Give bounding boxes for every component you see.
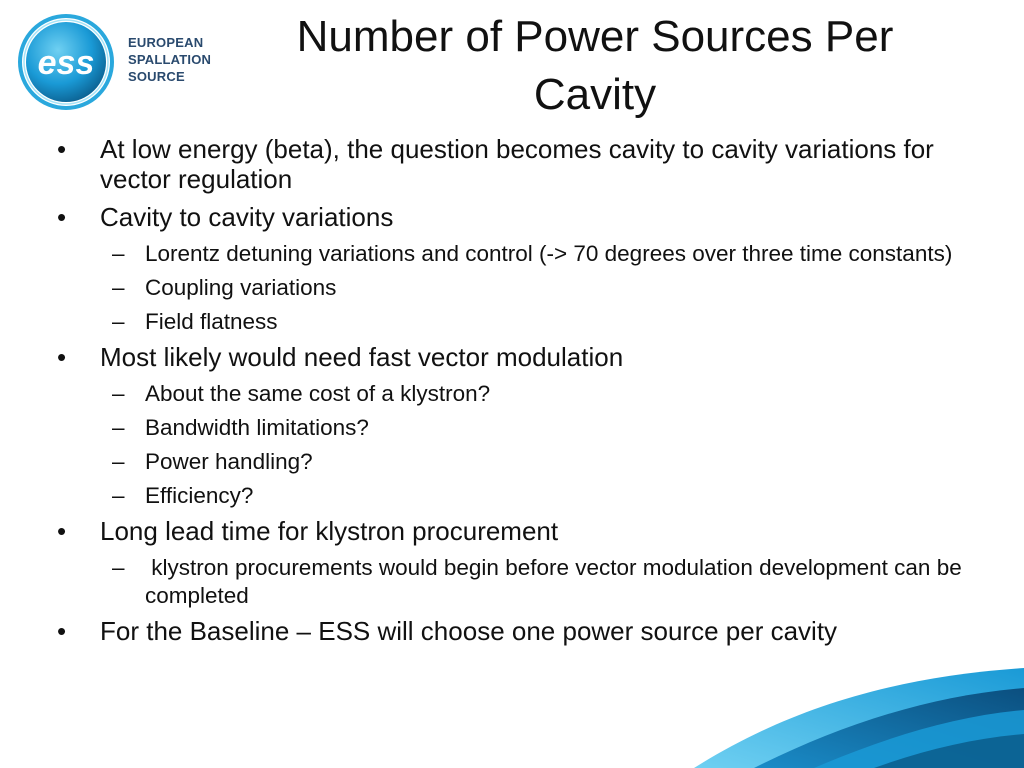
slide-title: Number of Power Sources Per Cavity: [296, 12, 894, 119]
bullet-item: [55, 616, 975, 646]
sub-bullet-text: Efficiency?: [145, 483, 254, 508]
ess-logo-mark: ess: [37, 44, 95, 82]
dash-icon: –: [112, 241, 125, 266]
bullet-text: Cavity to cavity variations: [100, 202, 394, 232]
sub-bullet-text: About the same cost of a klystron?: [145, 381, 491, 406]
sub-bullet-text: Bandwidth limitations?: [145, 415, 369, 440]
logo-line-3: SOURCE: [128, 69, 185, 84]
dash-icon: –: [112, 483, 125, 508]
bullet-item: [55, 516, 975, 546]
sub-bullet-item: [55, 380, 975, 408]
sub-bullet-text: Field flatness: [145, 309, 278, 334]
sub-bullet-text: Lorentz detuning variations and control (-> 70 degrees over three time constants): [145, 241, 953, 266]
bullet-text: At low energy (beta), the question becomes cavity to cavity variations for vector regulation: [100, 134, 934, 194]
sub-bullet-text: Power handling?: [145, 449, 313, 474]
slide-body: [55, 134, 975, 654]
dash-icon: –: [112, 555, 125, 580]
dash-icon: –: [112, 449, 125, 474]
bullet-icon: •: [57, 202, 67, 232]
sub-bullet-item: [55, 554, 975, 610]
ess-logo: [16, 10, 226, 116]
sub-bullet-item: [55, 308, 975, 336]
bullet-icon: •: [57, 616, 67, 646]
sub-bullet-text: klystron procurements would begin before vector modulation development can be completed: [145, 555, 968, 608]
ess-logo-icon: [16, 10, 126, 116]
dash-icon: –: [112, 415, 125, 440]
decorative-wave: [694, 658, 1024, 768]
bullet-text: Most likely would need fast vector modulation: [100, 342, 624, 372]
sub-bullet-item: [55, 414, 975, 442]
bullet-item: [55, 134, 975, 194]
bullet-item: [55, 202, 975, 232]
bullet-icon: •: [57, 342, 67, 372]
logo-line-1: EUROPEAN: [128, 35, 204, 50]
sub-bullet-item: [55, 448, 975, 476]
sub-bullet-item: [55, 240, 975, 268]
sub-bullet-item: [55, 274, 975, 302]
bullet-text: Long lead time for klystron procurement: [100, 516, 559, 546]
sub-bullet-item: [55, 482, 975, 510]
bullet-item: [55, 342, 975, 372]
logo-line-2: SPALLATION: [128, 52, 212, 67]
sub-bullet-text: Coupling variations: [145, 275, 337, 300]
dash-icon: –: [112, 309, 125, 334]
bullet-text: For the Baseline – ESS will choose one power source per cavity: [100, 616, 838, 646]
ess-logo-text: [128, 34, 211, 85]
bullet-icon: •: [57, 134, 67, 164]
dash-icon: –: [112, 275, 125, 300]
dash-icon: –: [112, 381, 125, 406]
bullet-icon: •: [57, 516, 67, 546]
